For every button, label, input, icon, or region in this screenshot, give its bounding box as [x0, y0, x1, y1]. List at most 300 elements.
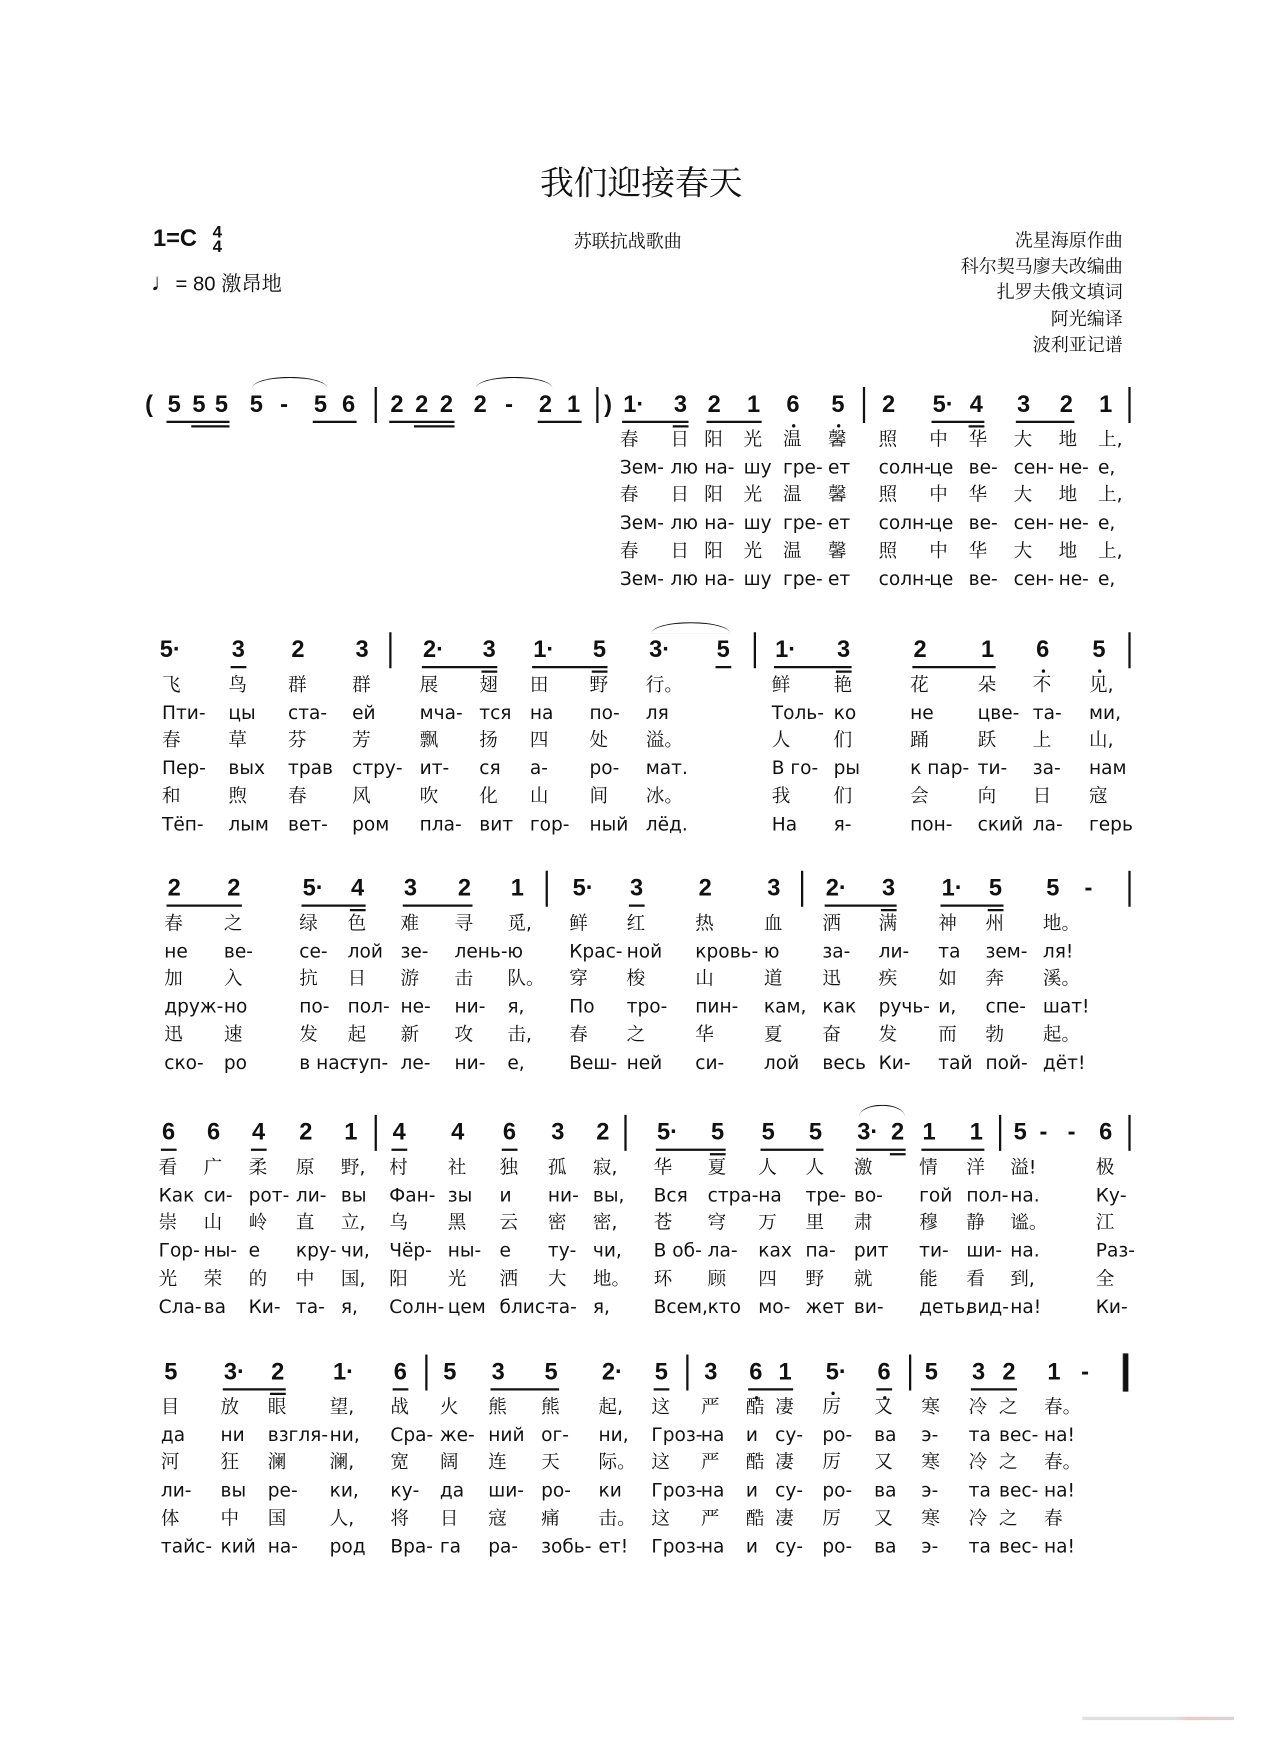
- lyric-syllable: тся: [479, 701, 512, 724]
- lyric-syllable: лой: [763, 1051, 800, 1073]
- lyric-syllable: ет: [828, 567, 851, 589]
- lyric-syllable: е: [499, 1239, 511, 1262]
- lyric-syllable: на: [758, 1184, 782, 1206]
- note: 6: [749, 1359, 763, 1385]
- note-extension-dash: -: [1084, 875, 1093, 902]
- lyric-syllable: 放: [220, 1396, 240, 1418]
- note: 3: [837, 636, 851, 663]
- lyric-syllable: Солн-: [389, 1295, 445, 1317]
- lyric-syllable: е: [248, 1239, 261, 1262]
- lyric-syllable: Ку-: [1095, 1184, 1127, 1206]
- lyric-syllable: По: [569, 995, 595, 1018]
- note: 2: [227, 875, 241, 902]
- lyric-syllable: 岭: [248, 1212, 268, 1234]
- underline-beam: [302, 905, 366, 907]
- lyric-syllable: 芳: [352, 729, 371, 751]
- lyric-syllable: 又: [874, 1507, 893, 1529]
- note: 3: [355, 636, 369, 663]
- lyric-syllable: 原: [295, 1156, 315, 1178]
- lyric-syllable: да: [160, 1423, 186, 1446]
- lyric-syllable: ро-: [822, 1535, 853, 1557]
- lyric-syllable: 阳: [389, 1267, 408, 1290]
- lyric-syllable: ли-: [878, 940, 910, 962]
- lyric-syllable: ми,: [1089, 701, 1121, 724]
- lyric-syllable: и: [745, 1479, 758, 1501]
- lyric-syllable: лым: [228, 812, 269, 835]
- lyric-syllable: блис-: [499, 1295, 552, 1317]
- lyric-syllable: 春: [619, 539, 639, 562]
- credit-composer: 冼星海原作曲: [1014, 229, 1123, 251]
- lyric-syllable: Как: [158, 1184, 195, 1206]
- lyric-syllable: Всем,: [653, 1295, 708, 1317]
- note: 5: [1092, 636, 1106, 663]
- note: 6: [393, 1359, 407, 1385]
- note: 5·: [825, 1359, 847, 1385]
- underline-beam: [921, 1149, 984, 1151]
- note: 4: [392, 1119, 406, 1146]
- lyric-syllable: 直: [295, 1212, 315, 1234]
- lyric-syllable: гой: [919, 1184, 953, 1206]
- note: 1·: [941, 875, 963, 902]
- lyric-syllable: 酷: [745, 1451, 765, 1474]
- lyric-syllable: 万: [758, 1212, 777, 1234]
- lyric-syllable: 寇: [488, 1507, 507, 1529]
- note: 5: [831, 391, 845, 418]
- tie-arc: [476, 377, 553, 388]
- lyric-syllable: 激: [853, 1156, 873, 1178]
- lyric-syllable: ны-: [447, 1239, 482, 1262]
- underline-beam: [414, 425, 455, 427]
- lyric-syllable: 温: [783, 428, 802, 450]
- lyric-syllable: 冰。: [645, 785, 683, 807]
- lyric-syllable: 洒: [499, 1267, 519, 1290]
- lyric-syllable: 春: [1044, 1507, 1063, 1529]
- underline-beam: [389, 421, 454, 423]
- lyric-syllable: вы: [340, 1184, 367, 1206]
- lyric-syllable: как: [822, 995, 857, 1018]
- note: 2: [1059, 391, 1073, 418]
- lyric-syllable: 扬: [479, 729, 498, 751]
- note: 2·: [601, 1359, 623, 1385]
- lyric-syllable: 环: [653, 1267, 673, 1290]
- lyric-syllable: 日: [347, 967, 367, 990]
- lyric-syllable: 厉: [822, 1507, 841, 1529]
- underline-beam: [161, 1149, 177, 1151]
- lyric-syllable: та: [968, 1535, 991, 1557]
- lyric-syllable: га: [439, 1535, 462, 1557]
- note: 2: [415, 391, 429, 418]
- note: 3: [1017, 391, 1031, 418]
- lyric-syllable: 吹: [419, 785, 439, 807]
- underline-beam: [932, 421, 985, 423]
- lyric-syllable: ручь-: [878, 995, 931, 1018]
- note: 6: [162, 1119, 176, 1146]
- key-signature: [153, 222, 222, 257]
- lyric-syllable: род: [329, 1535, 366, 1557]
- lyric-syllable: 上,: [1098, 484, 1123, 506]
- lyric-syllable: Ки-: [878, 1051, 911, 1073]
- note: 6: [786, 391, 800, 418]
- lyric-syllable: 照: [878, 428, 898, 450]
- note: 2: [473, 391, 487, 418]
- lyric-syllable: ны-: [203, 1239, 238, 1262]
- lyric-syllable: 奔: [985, 967, 1005, 990]
- lyric-syllable: 寂,: [592, 1156, 618, 1178]
- lyric-syllable: 夏: [763, 1023, 783, 1045]
- lyric-syllable: 照: [878, 484, 898, 506]
- note: 2: [457, 875, 472, 902]
- lyric-syllable: 州: [985, 912, 1005, 934]
- lyric-syllable: шу: [743, 567, 772, 589]
- lyric-syllable: 到,: [1010, 1267, 1035, 1290]
- lyric-syllable: ре-: [267, 1479, 298, 1501]
- lyric-syllable: и,: [938, 995, 957, 1018]
- note: 3: [231, 636, 245, 663]
- lyric-syllable: ет!: [598, 1535, 629, 1557]
- lyric-syllable: на!: [1010, 1295, 1042, 1317]
- underline-beam: [856, 1149, 906, 1151]
- lyric-syllable: На: [771, 812, 798, 835]
- note: 5: [313, 391, 328, 418]
- lyric-syllable: та-: [547, 1295, 577, 1317]
- lyric-syllable: 人: [805, 1156, 825, 1178]
- note: 1: [1099, 391, 1113, 418]
- lyric-syllable: ей: [352, 701, 376, 724]
- lyric-syllable: 击: [454, 967, 474, 990]
- lyric-syllable: 密,: [592, 1212, 618, 1234]
- barline: [909, 1355, 911, 1391]
- lyric-syllable: к пар-: [910, 757, 970, 779]
- lyric-syllable: 看: [966, 1267, 985, 1290]
- lyric-syllable: 煦: [228, 785, 247, 807]
- underline-beam: [231, 666, 247, 668]
- lyric-syllable: 寻: [454, 912, 474, 934]
- lyric-syllable: 起: [347, 1023, 367, 1045]
- lyric-syllable: 情: [919, 1156, 938, 1178]
- lyric-syllable: шу: [743, 511, 772, 534]
- underline-beam: [825, 905, 897, 907]
- lyric-syllable: су-: [775, 1423, 804, 1446]
- lyric-syllable: сен-: [1013, 567, 1055, 589]
- note: 2: [538, 391, 553, 418]
- lyric-syllable: 江: [1095, 1212, 1115, 1234]
- lyric-syllable: 地: [1058, 484, 1078, 506]
- lyric-syllable: 人: [758, 1156, 777, 1178]
- lyric-syllable: ви-: [853, 1295, 884, 1317]
- tie-arc: [651, 622, 730, 633]
- barline: [546, 871, 548, 907]
- lyric-syllable: солн-: [878, 511, 931, 534]
- barline: [375, 387, 377, 423]
- lyric-syllable: кру-: [295, 1239, 337, 1262]
- lyric-syllable: 凄: [775, 1396, 794, 1418]
- lyric-syllable: ни-: [454, 995, 486, 1018]
- underline-beam: [532, 666, 607, 668]
- lyric-syllable: 这: [651, 1396, 670, 1418]
- lyric-syllable: на!: [1044, 1535, 1075, 1557]
- lyric-syllable: 神: [938, 912, 957, 934]
- lyric-syllable: не-: [1058, 567, 1089, 589]
- lyric-syllable: Вра-: [390, 1535, 433, 1557]
- lyric-syllable: ля!: [1042, 940, 1074, 962]
- lyric-syllable: 迅: [822, 967, 841, 990]
- note: 1: [567, 391, 581, 418]
- lyric-syllable: Чёр-: [389, 1239, 432, 1262]
- lyric-syllable: спе-: [985, 995, 1026, 1018]
- note: 2: [707, 391, 721, 418]
- lyric-syllable: 发: [878, 1023, 898, 1045]
- lyric-syllable: 崇: [158, 1212, 178, 1234]
- lyric-syllable: 火: [439, 1396, 459, 1418]
- final-barline: [1123, 1353, 1129, 1391]
- barline: [1128, 1115, 1130, 1151]
- lyric-syllable: е,: [507, 1051, 525, 1073]
- lyric-syllable: 上: [1032, 729, 1052, 751]
- lyric-syllable: на: [700, 1479, 725, 1501]
- lyric-syllable: 满: [878, 912, 898, 934]
- lyric-syllable: кровь-: [695, 940, 759, 962]
- note: 2: [596, 1119, 610, 1146]
- note: 5: [988, 875, 1003, 902]
- lyric-syllable: В го-: [771, 757, 819, 779]
- lyric-syllable: 道: [763, 967, 783, 990]
- lyric-syllable: 这: [651, 1451, 670, 1474]
- lyric-syllable: 会: [910, 785, 929, 807]
- lyric-syllable: 之: [999, 1451, 1018, 1474]
- note-extension-dash: -: [1039, 1119, 1048, 1146]
- lyric-syllable: 河: [160, 1451, 180, 1474]
- lyric-syllable: стру-: [352, 757, 403, 779]
- lyric-syllable: кам,: [763, 995, 807, 1018]
- lyric-syllable: 中: [220, 1507, 240, 1529]
- lyric-syllable: е,: [1098, 511, 1116, 534]
- lyric-syllable: 战: [390, 1396, 409, 1418]
- note: 2: [271, 1359, 285, 1385]
- lyric-syllable: я,: [340, 1295, 358, 1317]
- lyric-syllable: 国,: [340, 1267, 366, 1290]
- lyric-syllable: 严: [700, 1396, 720, 1418]
- underline-beam: [656, 1149, 726, 1151]
- lyric-syllable: чи,: [592, 1239, 622, 1262]
- underline-beam: [629, 905, 645, 907]
- note: 6: [207, 1119, 221, 1146]
- lyric-syllable: лёд.: [645, 812, 688, 835]
- note: 5: [1046, 875, 1060, 902]
- lyric-syllable: ва: [874, 1479, 897, 1501]
- lyric-syllable: Сра-: [390, 1423, 434, 1446]
- lyric-syllable: 之: [999, 1507, 1018, 1529]
- lyric-syllable: ский: [977, 812, 1024, 835]
- lyric-syllable: 广: [203, 1156, 223, 1178]
- note: 1: [344, 1119, 358, 1146]
- note: 3·: [223, 1359, 245, 1385]
- note: 3: [630, 875, 644, 902]
- lyric-syllable: 见,: [1089, 673, 1114, 696]
- lyric-syllable: 山: [203, 1212, 223, 1234]
- lyric-syllable: на!: [1044, 1479, 1075, 1501]
- lyric-syllable: друж-: [164, 995, 224, 1018]
- lyric-syllable: 春: [164, 912, 183, 934]
- lyric-syllable: вы,: [592, 1184, 625, 1206]
- lyric-syllable: 云: [499, 1212, 519, 1234]
- underline-beam: [876, 1388, 892, 1390]
- lyric-syllable: 草: [228, 729, 247, 751]
- barline: [596, 387, 598, 423]
- lyric-syllable: це: [929, 511, 954, 534]
- lyric-syllable: 中: [929, 484, 948, 506]
- lyric-syllable: 独: [499, 1156, 519, 1178]
- lyric-syllable: на: [700, 1423, 725, 1446]
- lyric-syllable: 阳: [704, 484, 723, 506]
- lyric-syllable: ни,: [598, 1423, 629, 1446]
- lyric-syllable: ла-: [707, 1239, 738, 1262]
- lyric-syllable: 上,: [1098, 539, 1123, 562]
- lyric-syllable: 温: [783, 484, 802, 506]
- lyric-syllable: 鲜: [569, 912, 588, 934]
- lyric-syllable: 春: [288, 785, 307, 807]
- note: 1·: [533, 636, 555, 663]
- note: 5: [592, 636, 607, 663]
- lyric-syllable: 酷: [745, 1507, 765, 1529]
- note: 6: [1099, 1119, 1113, 1146]
- note-extension-dash: -: [1081, 1359, 1089, 1385]
- lyric-syllable: чи,: [340, 1239, 370, 1262]
- note: 3: [551, 1119, 565, 1146]
- lyric-syllable: 看: [158, 1156, 178, 1178]
- repeat-parenthesis: (: [145, 391, 153, 418]
- lyric-syllable: лень-: [454, 940, 508, 962]
- lyric-syllable: 阳: [704, 539, 723, 562]
- lyric-syllable: 山: [529, 785, 549, 807]
- lyric-syllable: 就: [853, 1267, 873, 1290]
- lyric-syllable: 春: [619, 484, 639, 506]
- note: 2: [891, 1119, 905, 1146]
- lyric-syllable: 中: [929, 428, 948, 450]
- lyric-syllable: 难: [400, 912, 420, 934]
- key-label: 1=C: [153, 225, 197, 252]
- lyric-syllable: 和: [162, 785, 181, 807]
- lyric-syllable: 热: [695, 912, 714, 934]
- lyric-syllable: 熊: [541, 1396, 560, 1418]
- lyric-syllable: пла-: [419, 812, 462, 835]
- lyric-syllable: Пти-: [162, 701, 206, 724]
- lyric-syllable: ско-: [164, 1051, 204, 1073]
- lyric-syllable: на.: [1010, 1239, 1040, 1262]
- lyric-syllable: Сла-: [158, 1295, 202, 1317]
- lyric-syllable: 严: [700, 1451, 720, 1474]
- tie-arc: [252, 377, 327, 388]
- lyric-syllable: 华: [968, 428, 988, 450]
- credit-arranger: 科尔契马廖夫改编曲: [960, 255, 1123, 277]
- lyric-syllable: не: [164, 940, 188, 962]
- underline-beam: [890, 1153, 906, 1155]
- lyric-syllable: цем: [447, 1295, 486, 1317]
- barline: [1128, 632, 1130, 668]
- lyric-syllable: 谧。: [1010, 1212, 1048, 1234]
- lyric-syllable: 天: [541, 1451, 560, 1474]
- lyric-syllable: Тёп-: [162, 812, 204, 835]
- lyric-syllable: Зем-: [619, 567, 664, 589]
- lyric-syllable: вит: [479, 812, 514, 835]
- lyric-syllable: трав: [288, 757, 333, 779]
- lyric-syllable: мо-: [758, 1295, 791, 1317]
- barline: [686, 1355, 688, 1391]
- lyric-syllable: Раз-: [1095, 1239, 1135, 1262]
- note: 2: [167, 875, 181, 902]
- lyric-syllable: 鲜: [771, 673, 791, 696]
- lyric-syllable: вых: [228, 757, 265, 779]
- lyric-syllable: ле-: [400, 1051, 431, 1073]
- lyric-syllable: 朵: [977, 673, 997, 696]
- lyric-syllable: 野: [805, 1267, 825, 1290]
- subtitle: 苏联抗战歌曲: [573, 230, 682, 252]
- underline-beam: [941, 905, 1004, 907]
- lyric-syllable: ро-: [541, 1479, 571, 1501]
- lyric-syllable: лю: [670, 456, 698, 478]
- barline: [863, 387, 865, 423]
- lyric-syllable: ве-: [968, 456, 998, 478]
- underline-beam: [393, 1388, 409, 1390]
- lyric-syllable: 酷: [745, 1396, 765, 1418]
- lyric-syllable: 中: [295, 1267, 315, 1290]
- lyric-syllable: та: [968, 1423, 991, 1446]
- lyric-syllable: Зем-: [619, 511, 664, 534]
- lyric-syllable: 人,: [329, 1507, 355, 1529]
- lyric-syllable: 眼: [267, 1396, 287, 1418]
- underline-beam: [491, 1388, 560, 1390]
- lyric-syllable: 华: [968, 484, 988, 506]
- lyric-syllable: деть,: [919, 1295, 972, 1317]
- lyric-syllable: 飘: [419, 729, 439, 751]
- lyric-syllable: рит: [853, 1239, 889, 1262]
- lyric-syllable: ко: [833, 701, 857, 724]
- lyric-syllable: Гроз-: [651, 1479, 703, 1501]
- lyric-syllable: взгля-: [267, 1423, 329, 1446]
- note: 1: [969, 1119, 983, 1146]
- lyric-syllable: 群: [352, 673, 371, 696]
- lyric-syllable: 光: [447, 1267, 467, 1290]
- lyric-syllable: ши-: [488, 1479, 525, 1501]
- lyric-syllable: на: [700, 1535, 725, 1557]
- lyric-syllable: ни-: [547, 1184, 579, 1206]
- underline-beam: [251, 1149, 267, 1151]
- underline-beam: [167, 421, 230, 423]
- lyric-syllable: вы: [220, 1479, 247, 1501]
- lyric-syllable: 望,: [329, 1396, 355, 1418]
- note: 4: [252, 1119, 266, 1146]
- lyric-syllable: 中: [929, 539, 948, 562]
- lyric-syllable: 厉: [822, 1451, 841, 1474]
- note-extension-dash: -: [280, 391, 288, 418]
- lyric-syllable: ста-: [288, 701, 328, 724]
- lyric-syllable: 日: [670, 428, 690, 450]
- lyric-syllable: зы: [447, 1184, 473, 1206]
- lyric-syllable: по-: [299, 995, 330, 1018]
- lyric-syllable: 梭: [626, 967, 646, 990]
- note: 3: [882, 875, 896, 902]
- lyric-syllable: 溢。: [645, 729, 683, 751]
- note: 6: [877, 1359, 891, 1385]
- lyric-syllable: 苍: [653, 1212, 673, 1234]
- lyric-syllable: 跃: [977, 729, 997, 751]
- lyric-syllable: ве-: [968, 567, 998, 589]
- lyric-syllable: нам: [1089, 757, 1127, 779]
- lyric-syllable: ва: [203, 1295, 226, 1317]
- lyric-syllable: 日: [670, 484, 690, 506]
- lyric-syllable: ром: [352, 812, 390, 835]
- lyric-syllable: пон-: [910, 812, 953, 835]
- lyric-syllable: на-: [704, 456, 735, 478]
